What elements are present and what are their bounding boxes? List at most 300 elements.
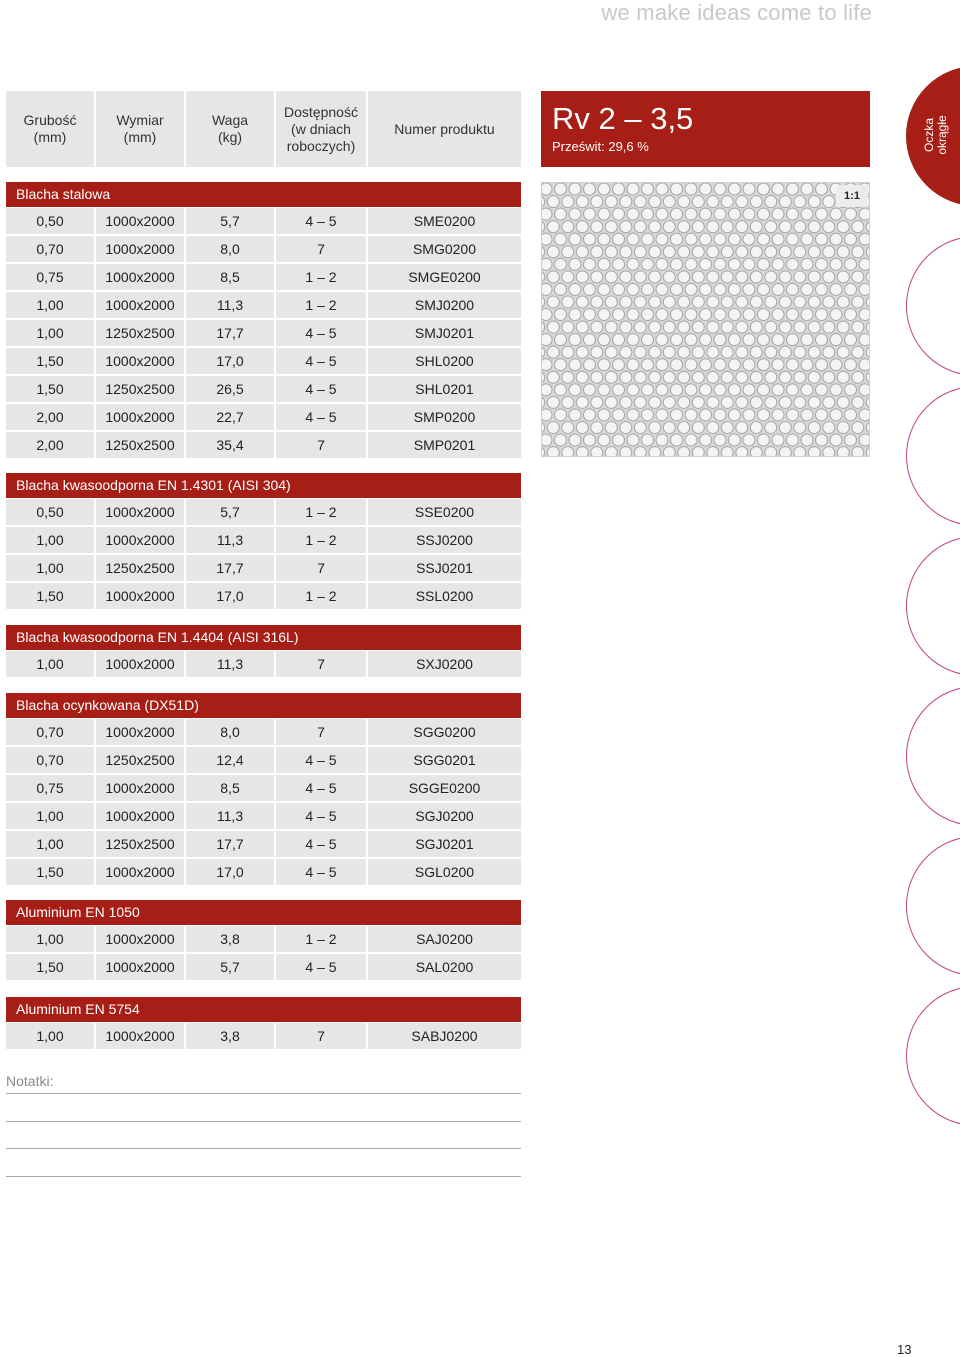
- perforation-hole: [743, 434, 755, 446]
- tab-indicator[interactable]: [906, 986, 960, 1126]
- dimension-cell: 1000x2000: [96, 651, 184, 677]
- table-row: [6, 1023, 521, 1049]
- perforation-hole: [627, 309, 639, 321]
- section-header: Blacha stalowa: [6, 182, 521, 207]
- perforation-hole: [678, 271, 690, 283]
- perforation-hole: [794, 371, 806, 383]
- perforation-hole: [830, 359, 842, 371]
- perforation-hole: [591, 246, 603, 258]
- perforation-hole: [852, 346, 864, 358]
- perforation-hole: [707, 321, 719, 333]
- perforation-hole: [772, 183, 784, 195]
- weight-cell: 5,7: [186, 208, 274, 234]
- perforation-hole: [787, 384, 799, 396]
- perforation-hole: [620, 447, 632, 457]
- perforation-hole: [830, 384, 842, 396]
- perforation-hole: [808, 271, 820, 283]
- product-number-cell: SXJ0200: [368, 651, 521, 677]
- perforation-hole: [576, 196, 588, 208]
- perforation-hole: [837, 221, 849, 233]
- perforation-hole: [542, 434, 552, 446]
- perforation-hole: [845, 309, 857, 321]
- perforation-hole: [591, 221, 603, 233]
- perforation-hole: [685, 258, 697, 270]
- perforation-hole: [671, 409, 683, 421]
- column-header-dimension: [96, 91, 184, 167]
- tab-indicator[interactable]: [906, 686, 960, 826]
- perforation-hole: [787, 434, 799, 446]
- perforation-hole: [736, 447, 748, 457]
- perforation-hole: [750, 296, 762, 308]
- perforation-hole: [837, 321, 849, 333]
- weight-cell: 17,7: [186, 831, 274, 857]
- perforation-hole: [685, 434, 697, 446]
- perforation-hole: [542, 183, 552, 195]
- product-number-cell: SME0200: [368, 208, 521, 234]
- perforation-hole: [714, 384, 726, 396]
- perforation-hole: [547, 196, 559, 208]
- perforation-pattern: [542, 183, 870, 457]
- perforation-hole: [808, 246, 820, 258]
- perforation-hole: [620, 246, 632, 258]
- perforation-hole: [562, 371, 574, 383]
- perforation-hole: [765, 422, 777, 434]
- tab-indicator[interactable]: [906, 386, 960, 526]
- availability-cell: 4 – 5: [276, 208, 366, 234]
- dimension-cell: 1000x2000: [96, 926, 184, 952]
- perforation-hole: [707, 396, 719, 408]
- perforation-hole: [801, 334, 813, 346]
- perforation-hole: [542, 334, 552, 346]
- perforation-hole: [801, 409, 813, 421]
- perforation-hole: [736, 271, 748, 283]
- perforation-hole: [649, 246, 661, 258]
- perforation-hole: [823, 447, 835, 457]
- perforation-hole: [823, 371, 835, 383]
- table-row: [6, 926, 521, 952]
- perforation-hole: [542, 246, 545, 258]
- perforation-hole: [707, 422, 719, 434]
- perforation-hole: [750, 396, 762, 408]
- perforation-hole: [649, 196, 661, 208]
- perforation-hole: [692, 396, 704, 408]
- perforation-hole: [721, 221, 733, 233]
- section-header: Aluminium EN 1050: [6, 900, 521, 925]
- perforation-hole: [569, 359, 581, 371]
- perforation-hole: [808, 296, 820, 308]
- perforation-hole: [634, 371, 646, 383]
- product-number-cell: SSJ0201: [368, 555, 521, 581]
- perforation-hole: [663, 196, 675, 208]
- perforation-hole: [656, 258, 668, 270]
- perforation-hole: [685, 334, 697, 346]
- perforation-hole: [743, 283, 755, 295]
- section-header: Blacha kwasoodporna EN 1.4404 (AISI 316L): [6, 625, 521, 650]
- perforation-hole: [823, 321, 835, 333]
- perforation-hole: [542, 346, 545, 358]
- perforation-hole: [700, 384, 712, 396]
- availability-cell: 1 – 2: [276, 292, 366, 318]
- perforation-hole: [671, 309, 683, 321]
- perforation-hole: [584, 384, 596, 396]
- perforation-hole: [758, 359, 770, 371]
- table-row: [6, 432, 521, 458]
- weight-cell: 11,3: [186, 803, 274, 829]
- column-header-availability: [276, 91, 366, 167]
- slogan: we make ideas come to life: [601, 0, 872, 25]
- dimension-cell: 1000x2000: [96, 803, 184, 829]
- perforation-hole: [743, 233, 755, 245]
- perforation-hole: [584, 334, 596, 346]
- perforation-hole: [642, 359, 654, 371]
- perforation-hole: [750, 221, 762, 233]
- perforation-hole: [707, 346, 719, 358]
- perforation-hole: [591, 271, 603, 283]
- perforation-hole: [671, 183, 683, 195]
- perforation-hole: [678, 422, 690, 434]
- perforation-hole: [729, 309, 741, 321]
- thickness-cell: 1,00: [6, 651, 94, 677]
- perforation-hole: [801, 208, 813, 220]
- perforation-hole: [613, 208, 625, 220]
- table-row: [6, 527, 521, 553]
- perforation-hole: [542, 359, 552, 371]
- perforation-hole: [591, 296, 603, 308]
- weight-cell: 17,0: [186, 348, 274, 374]
- perforation-hole: [823, 296, 835, 308]
- perforation-hole: [808, 346, 820, 358]
- perforation-hole: [779, 321, 791, 333]
- perforation-hole: [721, 271, 733, 283]
- perforation-hole: [576, 396, 588, 408]
- dimension-cell: 1000x2000: [96, 264, 184, 290]
- perforation-hole: [736, 396, 748, 408]
- thickness-cell: 1,00: [6, 926, 94, 952]
- perforation-hole: [555, 183, 567, 195]
- perforation-hole: [649, 346, 661, 358]
- perforation-hole: [816, 233, 828, 245]
- perforation-hole: [729, 409, 741, 421]
- perforation-hole: [852, 422, 864, 434]
- perforation-hole: [569, 334, 581, 346]
- dimension-cell: 1250x2500: [96, 831, 184, 857]
- perforation-hole: [542, 283, 552, 295]
- perforation-hole: [758, 434, 770, 446]
- dimension-cell: 1000x2000: [96, 583, 184, 609]
- perforation-hole: [576, 221, 588, 233]
- product-number-cell: SSL0200: [368, 583, 521, 609]
- perforation-hole: [678, 346, 690, 358]
- perforation-hole: [576, 321, 588, 333]
- perforation-hole: [772, 258, 784, 270]
- perforation-hole: [598, 309, 610, 321]
- table-row: [6, 348, 521, 374]
- dimension-cell: 1000x2000: [96, 719, 184, 745]
- note-line: [6, 1148, 521, 1149]
- perforation-hole: [620, 196, 632, 208]
- perforation-hole: [736, 196, 748, 208]
- perforation-hole: [598, 233, 610, 245]
- perforation-hole: [823, 422, 835, 434]
- thickness-cell: 0,75: [6, 264, 94, 290]
- perforation-hole: [808, 371, 820, 383]
- weight-cell: 17,7: [186, 320, 274, 346]
- perforation-hole: [787, 258, 799, 270]
- perforation-hole: [830, 233, 842, 245]
- perforation-hole: [801, 258, 813, 270]
- perforation-hole: [663, 447, 675, 457]
- perforation-hole: [787, 183, 799, 195]
- perforation-hole: [721, 246, 733, 258]
- perforation-hole: [598, 434, 610, 446]
- perforation-hole: [642, 208, 654, 220]
- section-header: Blacha kwasoodporna EN 1.4301 (AISI 304): [6, 473, 521, 498]
- perforation-hole: [678, 196, 690, 208]
- perforation-hole: [765, 296, 777, 308]
- perforation-hole: [729, 434, 741, 446]
- weight-cell: 26,5: [186, 376, 274, 402]
- perforation-hole: [598, 258, 610, 270]
- perforation-hole: [736, 296, 748, 308]
- section-header: Aluminium EN 5754: [6, 997, 521, 1022]
- perforation-hole: [794, 246, 806, 258]
- perforation-hole: [598, 208, 610, 220]
- perforation-hole: [547, 221, 559, 233]
- product-number-cell: SABJ0200: [368, 1023, 521, 1049]
- perforation-hole: [584, 283, 596, 295]
- perforation-hole: [542, 396, 545, 408]
- perforation-hole: [700, 334, 712, 346]
- thickness-cell: 1,00: [6, 292, 94, 318]
- perforation-hole: [562, 296, 574, 308]
- perforation-hole: [605, 271, 617, 283]
- perforation-hole: [584, 309, 596, 321]
- product-number-cell: SGG0201: [368, 747, 521, 773]
- thickness-cell: 1,00: [6, 1023, 94, 1049]
- perforation-hole: [700, 258, 712, 270]
- perforation-hole: [816, 434, 828, 446]
- perforation-hole: [743, 258, 755, 270]
- perforation-hole: [758, 283, 770, 295]
- perforation-hole: [779, 447, 791, 457]
- perforation-hole: [634, 422, 646, 434]
- table-row: [6, 583, 521, 609]
- perforation-hole: [700, 283, 712, 295]
- perforation-hole: [794, 221, 806, 233]
- perforation-hole: [714, 409, 726, 421]
- perforation-hole: [656, 359, 668, 371]
- perforation-hole: [649, 271, 661, 283]
- table-row: [6, 859, 521, 885]
- product-number-cell: SGL0200: [368, 859, 521, 885]
- perforation-hole: [779, 221, 791, 233]
- perforation-hole: [671, 208, 683, 220]
- column-header-label: Waga (kg): [211, 112, 249, 145]
- perforation-hole: [816, 334, 828, 346]
- perforation-hole: [765, 271, 777, 283]
- perforation-hole: [816, 359, 828, 371]
- perforation-hole: [649, 422, 661, 434]
- availability-cell: 4 – 5: [276, 859, 366, 885]
- perforation-hole: [801, 233, 813, 245]
- tab-indicator[interactable]: [906, 236, 960, 376]
- perforation-hole: [758, 309, 770, 321]
- perforation-hole: [547, 346, 559, 358]
- thickness-cell: 1,00: [6, 320, 94, 346]
- perforation-hole: [830, 258, 842, 270]
- availability-cell: 7: [276, 432, 366, 458]
- dimension-cell: 1250x2500: [96, 320, 184, 346]
- perforation-hole: [620, 321, 632, 333]
- perforation-hole: [779, 346, 791, 358]
- perforation-hole: [707, 246, 719, 258]
- perforation-hole: [605, 422, 617, 434]
- availability-cell: 1 – 2: [276, 527, 366, 553]
- dimension-cell: 1250x2500: [96, 747, 184, 773]
- perforation-hole: [758, 384, 770, 396]
- perforation-hole: [656, 208, 668, 220]
- dimension-cell: 1000x2000: [96, 775, 184, 801]
- perforation-hole: [634, 447, 646, 457]
- perforation-hole: [729, 334, 741, 346]
- perforation-hole: [663, 396, 675, 408]
- perforation-hole: [837, 296, 849, 308]
- perforation-hole: [627, 233, 639, 245]
- perforation-hole: [721, 296, 733, 308]
- perforation-hole: [671, 434, 683, 446]
- perforation-hole: [663, 246, 675, 258]
- perforation-hole: [866, 346, 870, 358]
- perforation-hole: [685, 359, 697, 371]
- perforation-hole: [591, 447, 603, 457]
- table-row: [6, 236, 521, 262]
- table-row: [6, 719, 521, 745]
- perforation-hole: [816, 309, 828, 321]
- perforation-hole: [787, 233, 799, 245]
- perforation-hole: [642, 233, 654, 245]
- perforation-hole: [845, 434, 857, 446]
- perforation-hole: [779, 196, 791, 208]
- weight-cell: 3,8: [186, 926, 274, 952]
- perforation-hole: [584, 434, 596, 446]
- tab-indicator[interactable]: [906, 836, 960, 976]
- perforation-hole: [555, 233, 567, 245]
- perforation-hole: [663, 321, 675, 333]
- perforation-hole: [866, 447, 870, 457]
- perforation-hole: [772, 283, 784, 295]
- column-header-label: Wymiar (mm): [116, 112, 164, 145]
- perforation-hole: [736, 246, 748, 258]
- table-row: [6, 747, 521, 773]
- product-number-cell: SSE0200: [368, 499, 521, 525]
- column-header-thickness: [6, 91, 94, 167]
- perforation-hole: [700, 208, 712, 220]
- product-number-cell: SSJ0200: [368, 527, 521, 553]
- thickness-cell: 0,70: [6, 747, 94, 773]
- perforation-hole: [685, 233, 697, 245]
- weight-cell: 11,3: [186, 292, 274, 318]
- perforation-hole: [721, 321, 733, 333]
- perforation-hole: [729, 384, 741, 396]
- perforation-hole: [685, 208, 697, 220]
- perforation-hole: [605, 221, 617, 233]
- perforation-hole: [736, 221, 748, 233]
- weight-cell: 3,8: [186, 1023, 274, 1049]
- perforation-hole: [743, 409, 755, 421]
- perforation-hole: [852, 296, 864, 308]
- perforation-hole: [584, 409, 596, 421]
- perforation-hole: [569, 434, 581, 446]
- perforation-hole: [627, 334, 639, 346]
- perforation-hole: [692, 196, 704, 208]
- perforation-hole: [750, 271, 762, 283]
- tab-indicator[interactable]: [906, 536, 960, 676]
- perforation-hole: [569, 309, 581, 321]
- perforation-hole: [852, 321, 864, 333]
- perforation-hole: [542, 371, 545, 383]
- perforation-hole: [729, 359, 741, 371]
- perforation-hole: [837, 371, 849, 383]
- perforation-hole: [830, 434, 842, 446]
- perforation-hole: [547, 396, 559, 408]
- perforation-hole: [671, 283, 683, 295]
- perforation-hole: [642, 283, 654, 295]
- perforation-hole: [649, 296, 661, 308]
- perforation-hole: [685, 183, 697, 195]
- perforation-hole: [808, 221, 820, 233]
- perforation-hole: [569, 233, 581, 245]
- weight-cell: 8,5: [186, 775, 274, 801]
- perforation-hole: [634, 321, 646, 333]
- perforation-hole: [591, 396, 603, 408]
- perforation-hole: [562, 246, 574, 258]
- perforation-hole: [707, 371, 719, 383]
- table-row: [6, 775, 521, 801]
- perforation-hole: [787, 359, 799, 371]
- availability-cell: 4 – 5: [276, 775, 366, 801]
- perforation-hole: [787, 309, 799, 321]
- column-header-label: Dostępność (w dniach roboczych): [284, 103, 358, 154]
- perforation-hole: [642, 334, 654, 346]
- perforation-hole: [627, 208, 639, 220]
- perforation-hole: [787, 334, 799, 346]
- perforation-hole: [750, 246, 762, 258]
- perforation-hole: [613, 434, 625, 446]
- perforation-hole: [772, 334, 784, 346]
- perforation-hole: [605, 196, 617, 208]
- product-subtitle: Prześwit: 29,6 %: [552, 139, 649, 154]
- availability-cell: 4 – 5: [276, 404, 366, 430]
- tab-label-text: Oczka okrągłe: [922, 115, 949, 155]
- perforation-hole: [816, 183, 828, 195]
- perforation-hole: [649, 447, 661, 457]
- note-line: [6, 1093, 521, 1094]
- perforation-hole: [808, 447, 820, 457]
- perforation-hole: [743, 359, 755, 371]
- perforation-hole: [801, 359, 813, 371]
- note-line: [6, 1176, 521, 1177]
- perforation-hole: [721, 447, 733, 457]
- perforation-hole: [620, 296, 632, 308]
- product-number-cell: SMG0200: [368, 236, 521, 262]
- perforation-hole: [859, 233, 870, 245]
- perforation-hole: [678, 447, 690, 457]
- perforation-hole: [721, 346, 733, 358]
- perforation-hole: [663, 371, 675, 383]
- perforation-hole: [743, 208, 755, 220]
- weight-cell: 11,3: [186, 651, 274, 677]
- table-row: [6, 831, 521, 857]
